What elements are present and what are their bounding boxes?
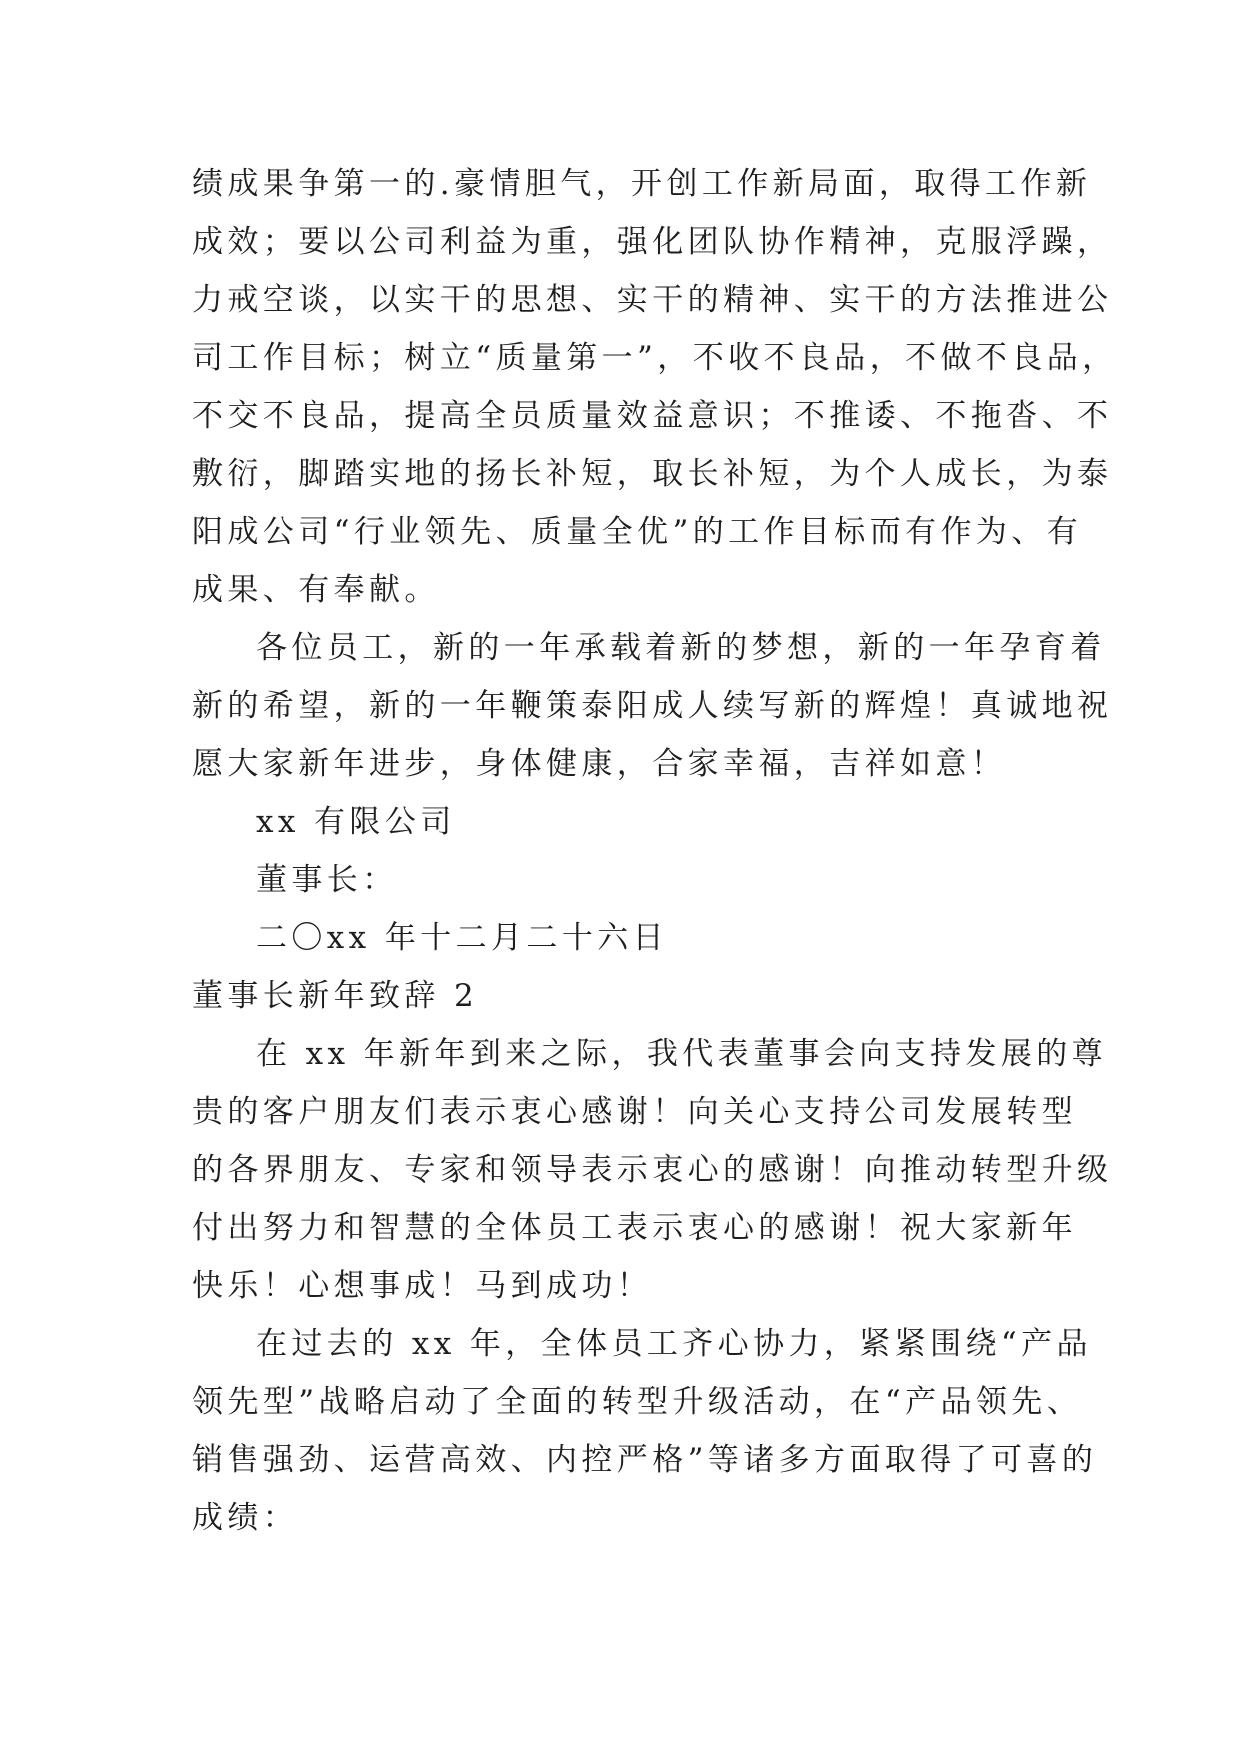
- text-line: 敷衍，脚踏实地的扬长补短，取长补短，为个人成长，为泰: [192, 456, 1113, 492]
- text-line: 愿大家新年进步，身体健康，合家幸福，吉祥如意！: [192, 746, 1007, 782]
- text-line: 贵的客户朋友们表示衷心感谢！向关心支持公司发展转型: [192, 1094, 1077, 1130]
- signature-title: 董事长：: [256, 862, 398, 898]
- text-line: 在过去的 xx 年，全体员工齐心协力，紧紧围绕“产品: [256, 1326, 1092, 1362]
- text-line: 司工作目标；树立“质量第一”，不收不良品，不做不良品，: [192, 340, 1118, 376]
- text-line: 新的希望，新的一年鞭策泰阳成人续写新的辉煌！真诚地祝: [192, 688, 1113, 724]
- text-line: 绩成果争第一的.豪情胆气，开创工作新局面，取得工作新: [192, 166, 1092, 202]
- date-line: 二〇xx 年十二月二十六日: [256, 920, 669, 956]
- text-line: 阳成公司“行业领先、质量全优”的工作目标而有作为、有: [192, 514, 1083, 550]
- document-body: [192, 155, 1118, 1547]
- text-line: 不交不良品，提高全员质量效益意识；不推诿、不拖沓、不: [192, 398, 1113, 434]
- text-line: 的各界朋友、专家和领导表示衷心的感谢！向推动转型升级: [192, 1152, 1113, 1188]
- text-line: 领先型”战略启动了全面的转型升级活动，在“产品领先、: [192, 1384, 1083, 1420]
- text-line: 成效；要以公司利益为重，强化团队协作精神，克服浮躁，: [192, 224, 1113, 260]
- text-line: 各位员工，新的一年承载着新的梦想，新的一年孕育着: [256, 630, 1106, 666]
- section-heading: 董事长新年致辞 2: [192, 978, 479, 1014]
- text-line: 快乐！心想事成！马到成功！: [192, 1268, 653, 1304]
- text-line: 在 xx 年新年到来之际，我代表董事会向支持发展的尊: [256, 1036, 1108, 1072]
- text-line: 付出努力和智慧的全体员工表示衷心的感谢！祝大家新年: [192, 1210, 1077, 1246]
- text-line: 成绩：: [192, 1500, 299, 1536]
- text-line: 销售强劲、运营高效、内控严格”等诸多方面取得了可喜的: [192, 1442, 1098, 1478]
- company-name: xx 有限公司: [256, 804, 456, 840]
- text-line: 力戒空谈，以实干的思想、实干的精神、实干的方法推进公: [192, 282, 1113, 318]
- text-line: 成果、有奉献。: [192, 572, 440, 608]
